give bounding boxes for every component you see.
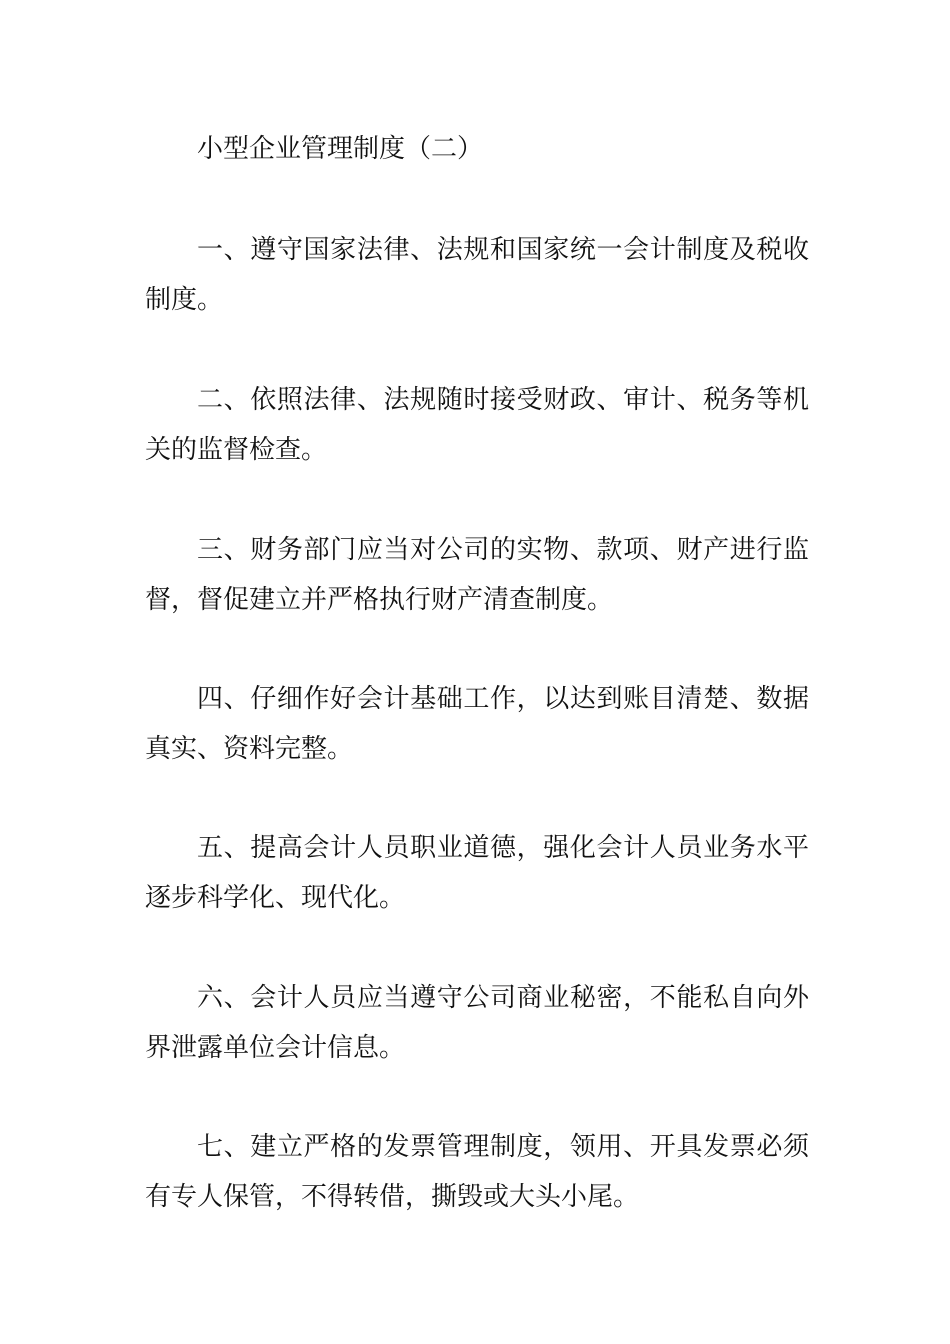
paragraph-7: 七、建立严格的发票管理制度，领用、开具发票必须有专人保管，不得转借，撕毁或大头小尾。 xyxy=(145,1132,809,1212)
document-title: 小型企业管理制度（二） xyxy=(197,134,484,164)
paragraph-1: 一、遵守国家法律、法规和国家统一会计制度及税收制度。 xyxy=(145,235,809,315)
paragraph-4: 四、仔细作好会计基础工作，以达到账目清楚、数据真实、资料完整。 xyxy=(145,684,809,764)
paragraph-3: 三、财务部门应当对公司的实物、款项、财产进行监督，督促建立并严格执行财产清查制度。 xyxy=(145,535,809,615)
paragraph-5: 五、提高会计人员职业道德，强化会计人员业务水平逐步科学化、现代化。 xyxy=(145,833,809,913)
paragraph-6: 六、会计人员应当遵守公司商业秘密，不能私自向外界泄露单位会计信息。 xyxy=(145,983,809,1063)
paragraph-2: 二、依照法律、法规随时接受财政、审计、税务等机关的监督检查。 xyxy=(145,385,809,465)
